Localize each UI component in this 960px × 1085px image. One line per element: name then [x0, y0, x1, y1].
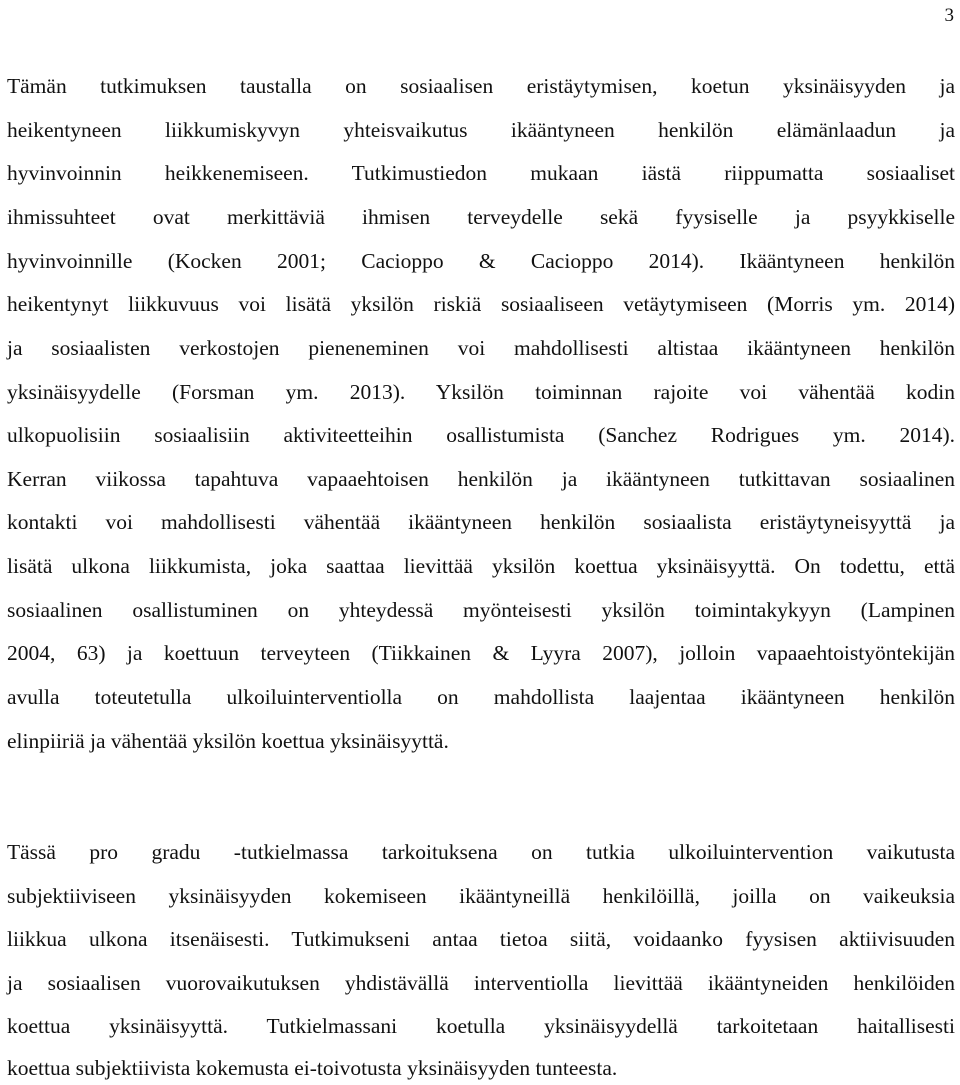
- text-line: yksinäisyydelle (Forsman ym. 2013). Yksilön toiminnan rajoite voi vähentää kodin: [7, 380, 955, 404]
- text-line: elinpiiriä ja vähentää yksilön koettua yksinäisyyttä.: [7, 729, 449, 753]
- text-line: hyvinvoinnin heikkenemiseen. Tutkimustiedon mukaan iästä riippumatta sosiaaliset: [7, 161, 955, 185]
- text-line: subjektiiviseen yksinäisyyden kokemiseen ikääntyneillä henkilöillä, joilla on vaikeuksia: [7, 884, 955, 908]
- text-line: Tässä pro gradu -tutkielmassa tarkoituksena on tutkia ulkoiluintervention vaikutusta: [7, 840, 955, 864]
- text-line: koettua yksinäisyyttä. Tutkielmassani koetulla yksinäisyydellä tarkoitetaan haitallisesti: [7, 1014, 955, 1038]
- text-line: lisätä ulkona liikkumista, joka saattaa lievittää yksilön koettua yksinäisyyttä. On todettu, että: [7, 554, 955, 578]
- text-line: heikentyneen liikkumiskyvyn yhteisvaikutus ikääntyneen henkilön elämänlaadun ja: [7, 118, 955, 142]
- text-line: heikentynyt liikkuvuus voi lisätä yksilön riskiä sosiaaliseen vetäytymiseen (Morris ym. 2014): [7, 292, 955, 316]
- text-line: ihmissuhteet ovat merkittäviä ihmisen terveydelle sekä fyysiselle ja psyykkiselle: [7, 205, 955, 229]
- page-number: 3: [944, 5, 954, 26]
- text-line: liikkua ulkona itsenäisesti. Tutkimukseni antaa tietoa siitä, voidaanko fyysisen aktiivisuuden: [7, 927, 955, 951]
- text-line: Tämän tutkimuksen taustalla on sosiaalisen eristäytymisen, koetun yksinäisyyden ja: [7, 74, 955, 98]
- text-line: ja sosiaalisen vuorovaikutuksen yhdistävällä interventiolla lievittää ikääntyneiden henkilöiden: [7, 971, 955, 995]
- text-line: ja sosiaalisten verkostojen pieneneminen voi mahdollisesti altistaa ikääntyneen henkilön: [7, 336, 955, 360]
- text-line: hyvinvoinnille (Kocken 2001; Cacioppo & Cacioppo 2014). Ikääntyneen henkilön: [7, 249, 955, 273]
- text-line: avulla toteutetulla ulkoiluinterventiolla on mahdollista laajentaa ikääntyneen henkilön: [7, 685, 955, 709]
- text-line: ulkopuolisiin sosiaalisiin aktiviteetteihin osallistumista (Sanchez Rodrigues ym. 2014).: [7, 423, 955, 447]
- text-line: Kerran viikossa tapahtuva vapaaehtoisen henkilön ja ikääntyneen tutkittavan sosiaalinen: [7, 467, 955, 491]
- text-line: sosiaalinen osallistuminen on yhteydessä myönteisesti yksilön toimintakykyyn (Lampinen: [7, 598, 955, 622]
- text-line: 2004, 63) ja koettuun terveyteen (Tiikkainen & Lyyra 2007), jolloin vapaaehtoistyöntekijän: [7, 641, 955, 665]
- text-line: kontakti voi mahdollisesti vähentää ikääntyneen henkilön sosiaalista eristäytyneisyyttä ja: [7, 510, 955, 534]
- text-line: koettua subjektiivista kokemusta ei-toivotusta yksinäisyyden tunteesta.: [7, 1056, 618, 1080]
